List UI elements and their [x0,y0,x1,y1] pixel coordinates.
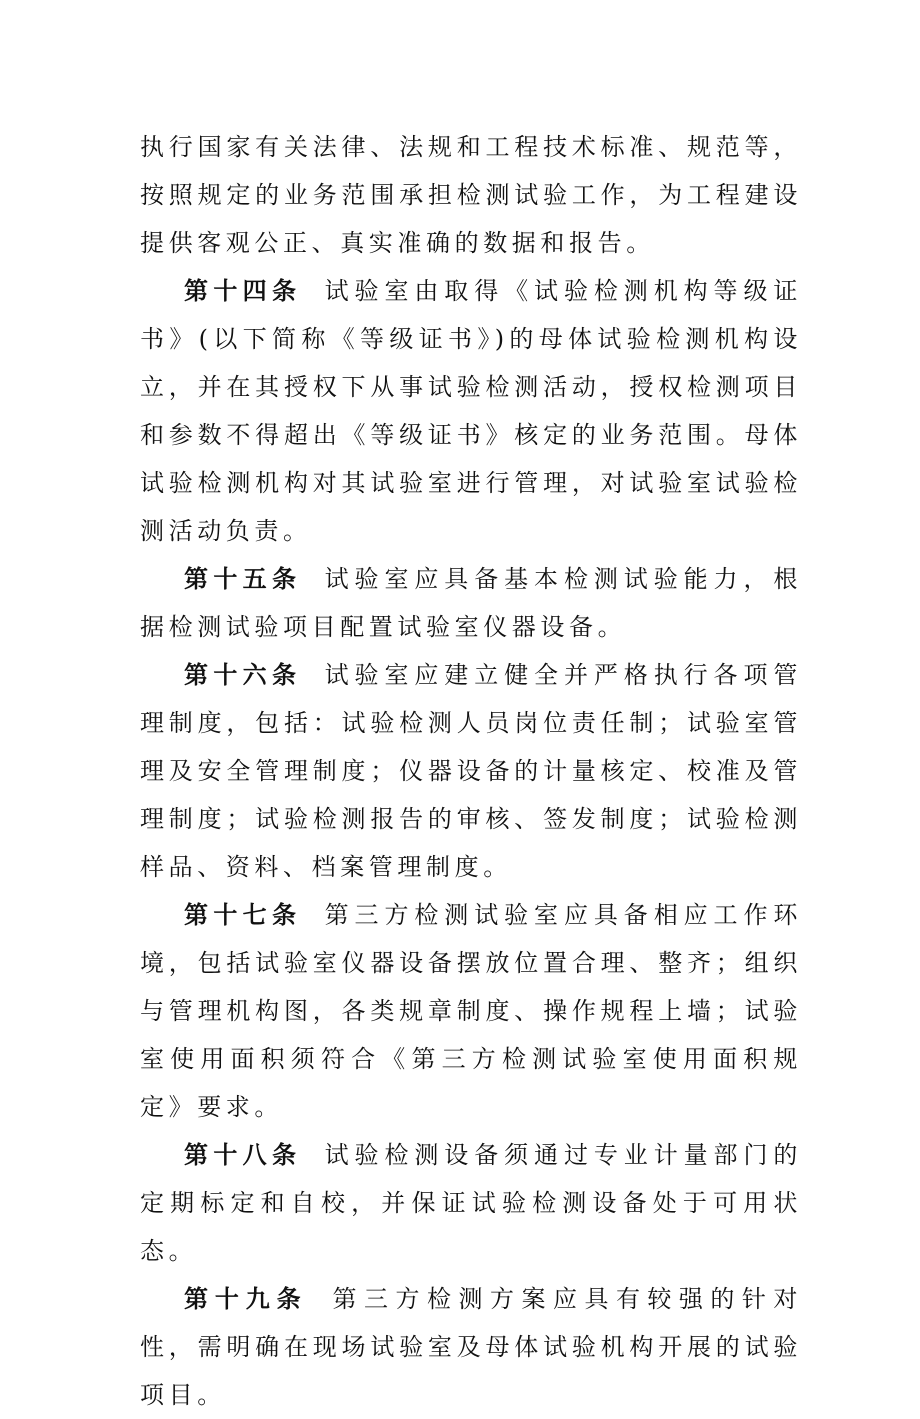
article-15 [140,555,802,651]
article-text: 第三方检测方案应具有较强的针对性，需明确在现场试验室及母体试验机构开展的试验项目。 [140,1285,803,1409]
article-14 [140,267,802,555]
article-heading: 第十四条 [184,276,302,305]
article-heading: 第十六条 [184,660,302,689]
article-heading: 第十七条 [184,900,302,929]
article-text: 试验检测设备须通过专业计量部门的定期标定和自校，并保证试验检测设备处于可用状态。 [140,1141,802,1265]
article-17 [140,891,802,1131]
article-heading: 第十五条 [184,564,302,593]
document-page [140,123,802,1419]
article-heading: 第十八条 [184,1140,302,1169]
article-text: 试验室由取得《试验检测机构等级证书》(以下简称《等级证书》)的母体试验检测机构设立，并在其授权下从事试验检测活动，授权检测项目和参数不得超出《等级证书》核定的业务范围。母体试验检测机构对其试验室进行管理，对试验室试验检测活动负责。 [140,277,802,545]
paragraph-continuation [140,123,802,267]
paragraph-text: 执行国家有关法律、法规和工程技术标准、规范等，按照规定的业务范围承担检测试验工作，为工程建设提供客观公正、真实准确的数据和报告。 [140,133,802,257]
article-19 [140,1275,802,1419]
article-16 [140,651,802,891]
article-18 [140,1131,802,1275]
article-text: 试验室应具备基本检测试验能力，根据检测试验项目配置试验室仪器设备。 [140,565,802,641]
article-text: 试验室应建立健全并严格执行各项管理制度，包括：试验检测人员岗位责任制；试验室管理及安全管理制度；仪器设备的计量核定、校准及管理制度；试验检测报告的审核、签发制度；试验检测样品、资料、档案管理制度。 [140,661,802,881]
article-text: 第三方检测试验室应具备相应工作环境，包括试验室仪器设备摆放位置合理、整齐；组织与管理机构图，各类规章制度、操作规程上墙；试验室使用面积须符合《第三方检测试验室使用面积规定》要求。 [140,901,802,1121]
article-heading: 第十九条 [184,1284,308,1313]
